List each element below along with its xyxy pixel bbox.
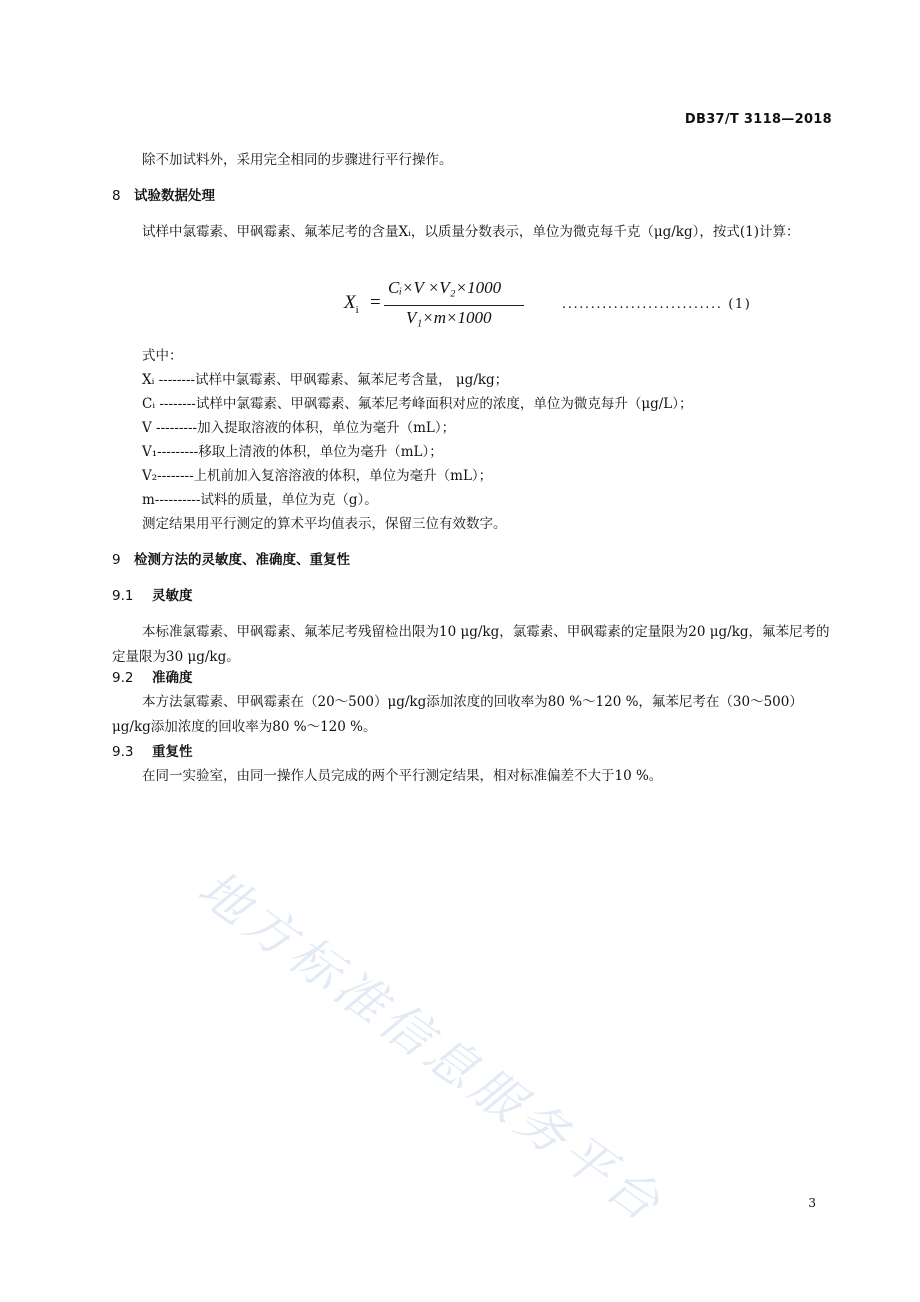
section-9-3-heading xyxy=(112,742,193,762)
watermark: 地方标准信息服务平台 xyxy=(187,858,675,1235)
formula-denominator: V₁×m×1000 xyxy=(406,308,492,327)
formula-number: (1) xyxy=(728,297,752,312)
section-9-2-heading xyxy=(112,668,193,688)
section-8-number: 8 xyxy=(112,188,121,204)
section-9-2-text: 本方法氯霉素、甲砜霉素在（20～500）μg/kg添加浓度的回收率为80 %～120 %，氟苯尼考在（30～500）μg/kg添加浓度的回收率为80 %～120 %。 xyxy=(112,694,803,735)
section-8-title: 试验数据处理 xyxy=(134,188,215,204)
section-9-3-number: 9.3 xyxy=(112,744,134,760)
section-8-paragraph: 试样中氯霉素、甲砜霉素、氟苯尼考的含量Xᵢ，以质量分数表示，单位为微克每千克（μg/kg），按式(1)计算： xyxy=(142,224,800,240)
formula-equals: = xyxy=(370,292,381,313)
definition-m: m----------试料的质量，单位为克（g）。 xyxy=(142,492,378,508)
section-9-3-title: 重复性 xyxy=(152,744,193,760)
formula-dots: ............................ xyxy=(562,297,723,312)
intro-line: 除不加试料外，采用完全相同的步骤进行平行操作。 xyxy=(142,152,453,168)
where-label: 式中： xyxy=(142,348,183,364)
definition-xi: Xᵢ --------试样中氯霉素、甲砜霉素、氟苯尼考含量， μg/kg； xyxy=(142,372,509,388)
section-9-1-heading xyxy=(112,586,193,606)
section-8-heading xyxy=(112,186,215,206)
section-9-1-title: 灵敏度 xyxy=(152,588,193,604)
section-9-1-number: 9.1 xyxy=(112,588,134,604)
section-9-heading xyxy=(112,550,350,570)
formula-lhs: $X_i$ xyxy=(344,292,359,316)
section-9-3-text: 在同一实验室，由同一操作人员完成的两个平行测定结果，相对标准偏差不大于10 %。 xyxy=(142,768,663,784)
section-9-2-title: 准确度 xyxy=(152,670,193,686)
section-9-number: 9 xyxy=(112,552,121,568)
result-line: 测定结果用平行测定的算术平均值表示，保留三位有效数字。 xyxy=(142,516,507,532)
definition-v2: V₂--------上机前加入复溶溶液的体积，单位为毫升（mL）； xyxy=(142,468,493,484)
section-9-2-number: 9.2 xyxy=(112,670,134,686)
definition-v1: V₁---------移取上清液的体积，单位为毫升（mL）； xyxy=(142,444,443,460)
definition-v: V ---------加入提取溶液的体积，单位为毫升（mL）； xyxy=(142,420,456,436)
formula-leader xyxy=(562,297,751,312)
section-9-title: 检测方法的灵敏度、准确度、重复性 xyxy=(134,552,350,568)
formula-fraction-bar xyxy=(384,305,524,306)
standard-code: DB37/T 3118—2018 xyxy=(684,112,832,127)
section-9-1-text: 本标准氯霉素、甲砜霉素、氟苯尼考残留检出限为10 μg/kg，氯霉素、甲砜霉素的定量限为20 μg/kg，氟苯尼考的定量限为30 μg/kg。 xyxy=(112,624,830,665)
page-number: 3 xyxy=(808,1196,816,1210)
formula-1 xyxy=(344,278,534,334)
formula-numerator: Cᵢ×V ×V₂×1000 xyxy=(388,278,502,297)
definition-ci: Cᵢ --------试样中氯霉素、甲砜霉素、氟苯尼考峰面积对应的浓度，单位为微克每升（μg/L）； xyxy=(142,396,693,412)
